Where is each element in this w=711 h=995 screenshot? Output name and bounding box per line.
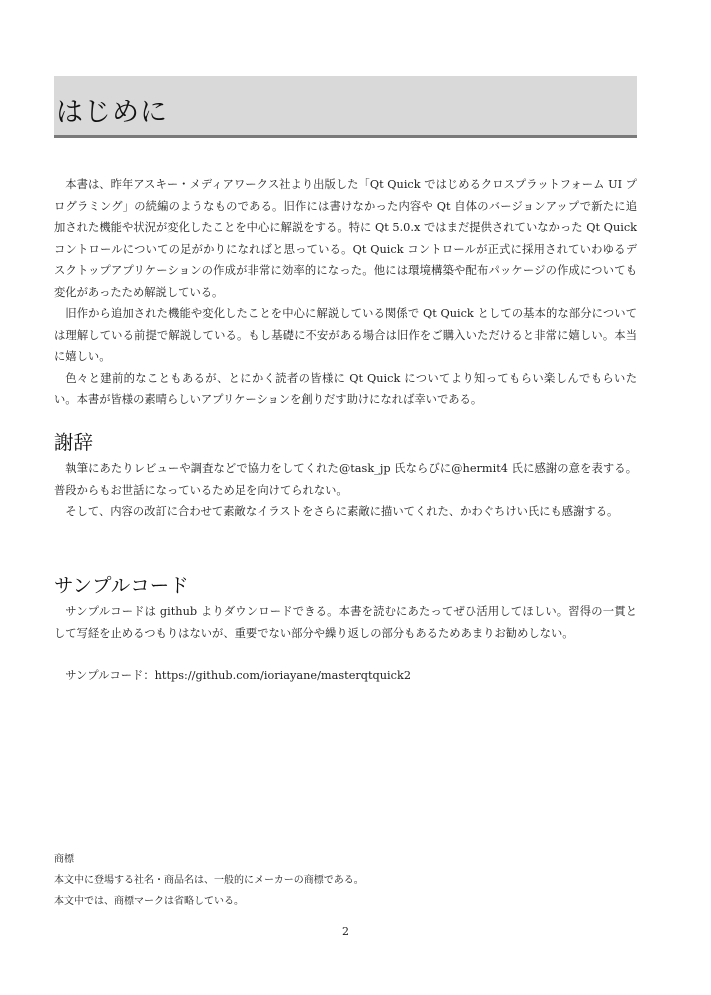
acknowledgements-paragraph-2: そして、内容の改訂に合わせて素敵なイラストをさらに素敵に描いてくれた、かわぐちけい氏にも感謝する。 [65,505,619,518]
acknowledgements-section [54,458,637,523]
intro-paragraph-2: 旧作から追加された機能や変化したことを中心に解説している関係で Qt Quick としての基本的な部分については理解している前提で解説している。もし基礎に不安がある場合は旧作をご購入いただけると非常に嬉しい。本当に嬉しい。 [54,307,637,363]
sample-code-url: サンプルコード：https://github.com/ioriayane/masterqtquick2 [65,669,412,682]
sample-code-section [54,601,637,644]
trademark-line-2: 本文中では、商標マークは省略している。 [54,896,244,907]
sample-code-paragraph: サンプルコードは github よりダウンロードできる。本書を読むにあたってぜひ活用してほしい。習得の一貫として写経を止めるつもりはないが、重要でない部分や繰り返しの部分もあるためあまりお勧めしない。 [54,605,637,640]
sample-code-title: サンプルコード [54,574,189,597]
chapter-header [54,76,637,138]
acknowledgements-paragraph-1: 執筆にあたりレビューや調査などで協力をしてくれた@task_jp 氏ならびに@hermit4 氏に感謝の意を表する。普段からもお世話になっているため足を向けてられない。 [54,462,637,497]
intro-section [54,174,637,411]
trademark-notice [54,849,637,912]
chapter-title: はじめに [56,97,168,128]
page-number: 2 [342,925,349,938]
intro-paragraph-1: 本書は、昨年アスキー・メディアワークス社より出版した「Qt Quick ではじめるクロスプラットフォーム UI プログラミング」の続編のようなものである。旧作には書けなかった内容や Qt 自体のバージョンアップで新たに追加された機能や状況が変化したことを中心に解説をする。特に Qt 5.0.x ではまだ提供されていなかった Qt Quick コントロールについての足がかりになればと思っている。Qt Quick コントロールが正式に採用されていわゆるデスクトップアプリケーションの作成が非常に効率的になった。他には環境構築や配布パッケージの作成についても変化があったため解説している。 [54,178,637,299]
acknowledgements-title: 謝辞 [54,431,94,454]
trademark-heading: 商標 [54,854,74,865]
intro-paragraph-3: 色々と建前的なこともあるが、とにかく読者の皆様に Qt Quick についてより知ってもらい楽しんでもらいたい。本書が皆様の素晴らしいアプリケーションを創りだす助けになれば幸いである。 [54,371,637,406]
trademark-line-1: 本文中に登場する社名・商品名は、一般的にメーカーの商標である。 [54,875,364,886]
document-page [54,0,637,995]
